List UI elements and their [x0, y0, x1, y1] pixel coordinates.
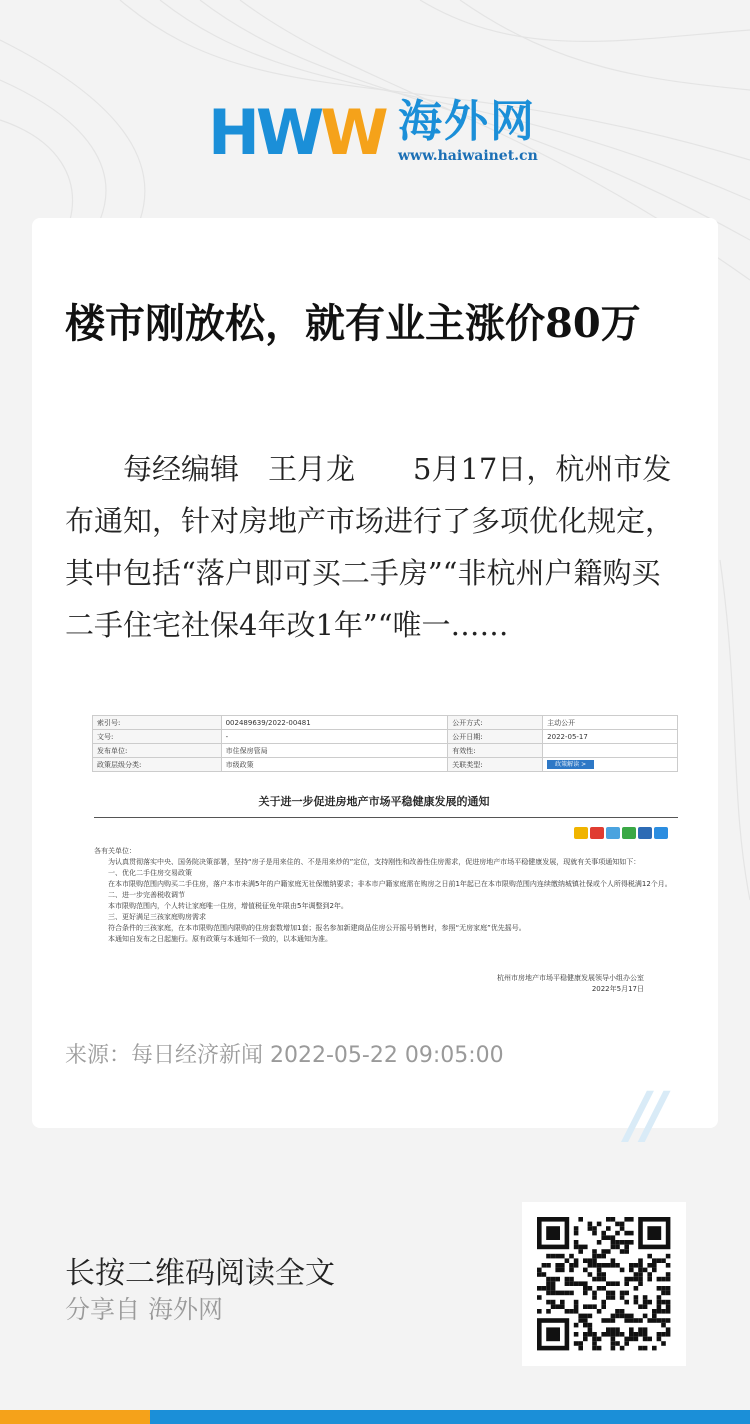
logo-name: 海外网 — [398, 96, 536, 147]
site-logo — [208, 98, 548, 168]
bottom-color-bar — [0, 1410, 750, 1424]
document-title: 关于进一步促进房地产市场平稳健康发展的通知 — [258, 795, 490, 808]
share-icons — [574, 827, 668, 839]
article-card — [32, 218, 718, 1151]
table-row: 索引号: 002489639/2022-00481 公开方式: 主动公开 — [93, 716, 678, 730]
decorative-slashes: // — [627, 1078, 661, 1151]
weibo-icon — [590, 827, 604, 839]
table-row: 文号: - 公开日期: 2022-05-17 — [93, 730, 678, 744]
renren-icon — [638, 827, 652, 839]
article-title: 楼市刚放松，就有业主涨价80万 — [65, 300, 641, 347]
plus-icon — [654, 827, 668, 839]
logo-mark: HWW — [208, 96, 385, 169]
document-signature: 杭州市房地产市场平稳健康发展领导小组办公室 2022年5月17日 — [497, 974, 644, 993]
article-source: 来源：每日经济新闻 2022-05-22 09:05:00 — [65, 1043, 504, 1068]
table-row: 发布单位: 市住保房管局 有效性: — [93, 744, 678, 758]
document-image — [64, 713, 684, 1003]
document-body: 各有关单位： 为认真贯彻落实中央、国务院决策部署，坚持“房子是用来住的、不是用来炒的”定位，支持刚性和改善性住房需求，促进房地产市场平稳健康发展，现就有关事项通知如下： 一、优化二手住房交易政策 在本市限购范围内购买二手住房，落户本市未满5年的户籍家庭无社保缴纳要求；非本市户籍家庭需在购房之日前1年起已在本市限购范围内连续缴纳城镇社保或个人所得税满12个月。 二、进一步完善税收调节 本市限购范围内，个人转让家庭唯一住房，增值税征免年限由5年调整到2年。 三、更好满足三孩家庭购房需求 符合条件的三孩家庭，在本市限购范围内限购的住房套数增加1套；报名参加新建商品住房公开摇号销售时，参照“无房家庭”优先摇号。 本通知自发布之日起施行。原有政策与本通知不一致的，以本通知为准。 — [94, 847, 672, 943]
policy-interpretation-button: 政策解读 > — [547, 760, 594, 769]
qzone-icon — [606, 827, 620, 839]
share-from: 分享自 海外网 — [65, 1295, 223, 1324]
article-summary: 每经编辑 王月龙 5月17日，杭州市发布通知，针对房地产市场进行了多项优化规定，其中包括“落户即可买二手房”“非杭州户籍购买二手住宅社保4年改1年”“唯一…… — [65, 452, 675, 642]
qr-code[interactable] — [522, 1202, 686, 1366]
star-icon — [574, 827, 588, 839]
qr-cta: 长按二维码阅读全文 — [65, 1256, 335, 1291]
logo-url: www.haiwainet.cn — [398, 148, 538, 164]
document-meta-table — [92, 715, 678, 772]
divider — [94, 817, 678, 818]
table-row: 政策层级分类: 市级政策 关联类型: 政策解读 > — [93, 758, 678, 772]
wechat-icon — [622, 827, 636, 839]
